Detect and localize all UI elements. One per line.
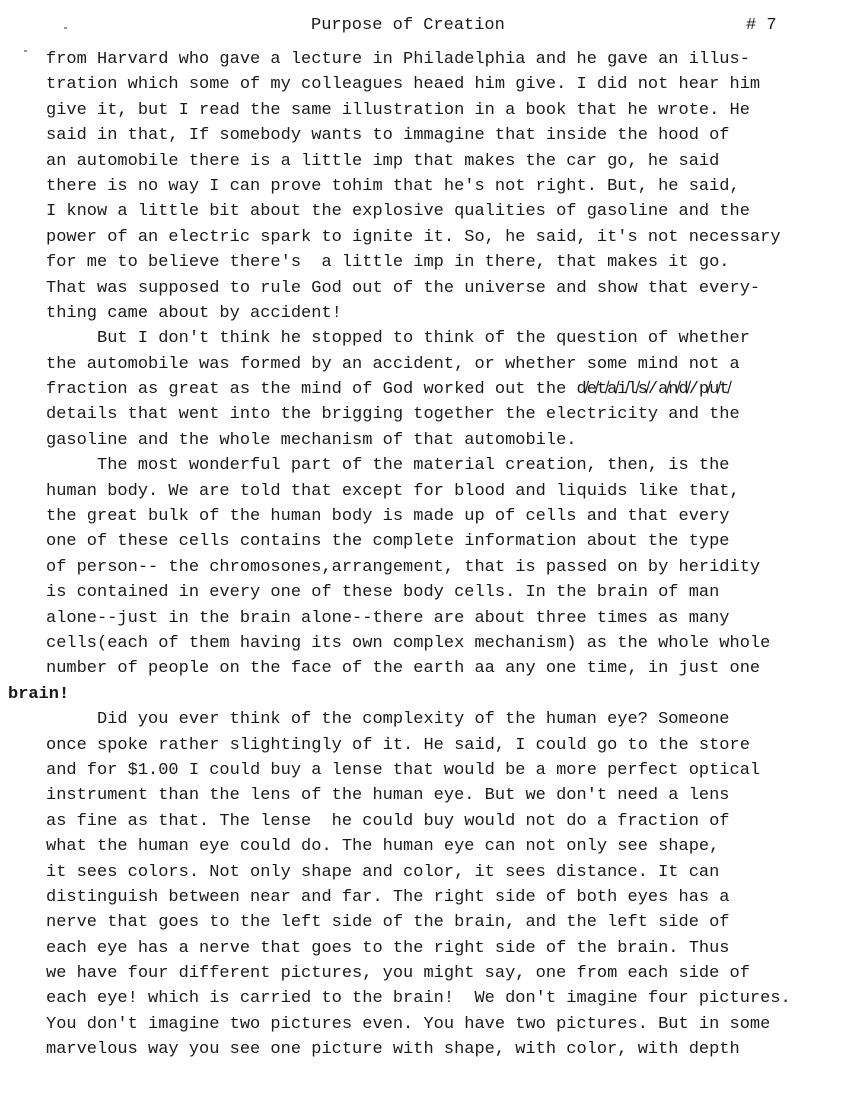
text-line: marvelous way you see one picture with shape, with color, with depth xyxy=(46,1040,740,1060)
page-number: # 7 xyxy=(746,16,777,35)
text-line: the automobile was formed by an accident, or whether some mind not a xyxy=(46,354,740,374)
document-body xyxy=(8,47,836,1063)
text-line: The most wonderful part of the material creation, then, is the xyxy=(97,456,730,476)
text-line: nerve that goes to the left side of the brain, and the left side of xyxy=(46,913,730,933)
text-line: That was supposed to rule God out of the universe and show that every- xyxy=(46,278,761,298)
text-line: instrument than the lens of the human eye. But we don't need a lens xyxy=(46,786,730,806)
text-line: cells(each of them having its own complex mechanism) as the whole whole xyxy=(46,633,771,653)
text-line: each eye has a nerve that goes to the right side of the brain. Thus xyxy=(46,938,730,958)
text-line: there is no way I can prove tohim that he's not right. But, he said, xyxy=(46,176,740,196)
text-line: You don't imagine two pictures even. You have two pictures. But in some xyxy=(46,1014,771,1034)
text-line: human body. We are told that except for blood and liquids like that, xyxy=(46,481,740,501)
text-line: Did you ever think of the complexity of the human eye? Someone xyxy=(97,710,730,730)
scan-mark xyxy=(64,27,67,29)
text-line: But I don't think he stopped to think of the question of whether xyxy=(97,329,750,349)
text-line: from Harvard who gave a lecture in Philadelphia and he gave an illus- xyxy=(46,50,750,69)
text-line: we have four different pictures, you might say, one from each side of xyxy=(46,964,750,984)
page-title: Purpose of Creation xyxy=(311,16,505,35)
text-line: gasoline and the whole mechanism of that automobile. xyxy=(46,430,577,450)
text-line: power of an electric spark to ignite it. So, he said, it's not necessary xyxy=(46,227,781,247)
text-line: give it, but I read the same illustration in a book that he wrote. He xyxy=(46,100,750,120)
text-line: the great bulk of the human body is made up of cells and that every xyxy=(46,507,730,527)
text-line: an automobile there is a little imp that makes the car go, he said xyxy=(46,151,720,171)
text-line: as fine as that. The lense he could buy would not do a fraction of xyxy=(46,811,730,831)
text-line: one of these cells contains the complete information about the type xyxy=(46,532,730,552)
text-line: I know a little bit about the explosive qualities of gasoline and the xyxy=(46,202,750,222)
text-line: what the human eye could do. The human eye can not only see shape, xyxy=(46,837,720,857)
text-line: of person-- the chromosones,arrangement, that is passed on by heridity xyxy=(46,557,761,577)
text-line: distinguish between near and far. The right side of both eyes has a xyxy=(46,887,730,907)
scan-mark xyxy=(24,50,27,52)
text-line: and for $1.00 I could buy a lense that would be a more perfect optical xyxy=(46,760,761,780)
text-line: alone--just in the brain alone--there are about three times as many xyxy=(46,608,730,628)
text-line: for me to believe there's a little imp in there, that makes it go. xyxy=(46,253,730,273)
text-line: tration which some of my colleagues heaed him give. I did not hear him xyxy=(46,75,761,95)
text-line: thing came about by accident! xyxy=(46,303,342,323)
text-line: is contained in every one of these body cells. In the brain of man xyxy=(46,583,720,603)
text-line: it sees colors. Not only shape and color, it sees distance. It can xyxy=(46,862,720,882)
text-line: number of people on the face of the earth aa any one time, in just one xyxy=(46,659,761,679)
text-line: once spoke rather slightingly of it. He said, I could go to the store xyxy=(46,735,750,755)
text-line: each eye! which is carried to the brain! We don't imagine four pictures. xyxy=(46,989,791,1009)
text-line: brain! xyxy=(8,684,70,704)
text-line: fraction as great as the mind of God worked out the d̸e̸t̸a̸i̸l̸s̸/a̸n̸d̸/p̸u̸t̸ xyxy=(46,380,730,400)
text-line: details that went into the brigging together the electricity and the xyxy=(46,405,740,425)
text-line: said in that, If somebody wants to immagine that inside the hood of xyxy=(46,126,730,146)
